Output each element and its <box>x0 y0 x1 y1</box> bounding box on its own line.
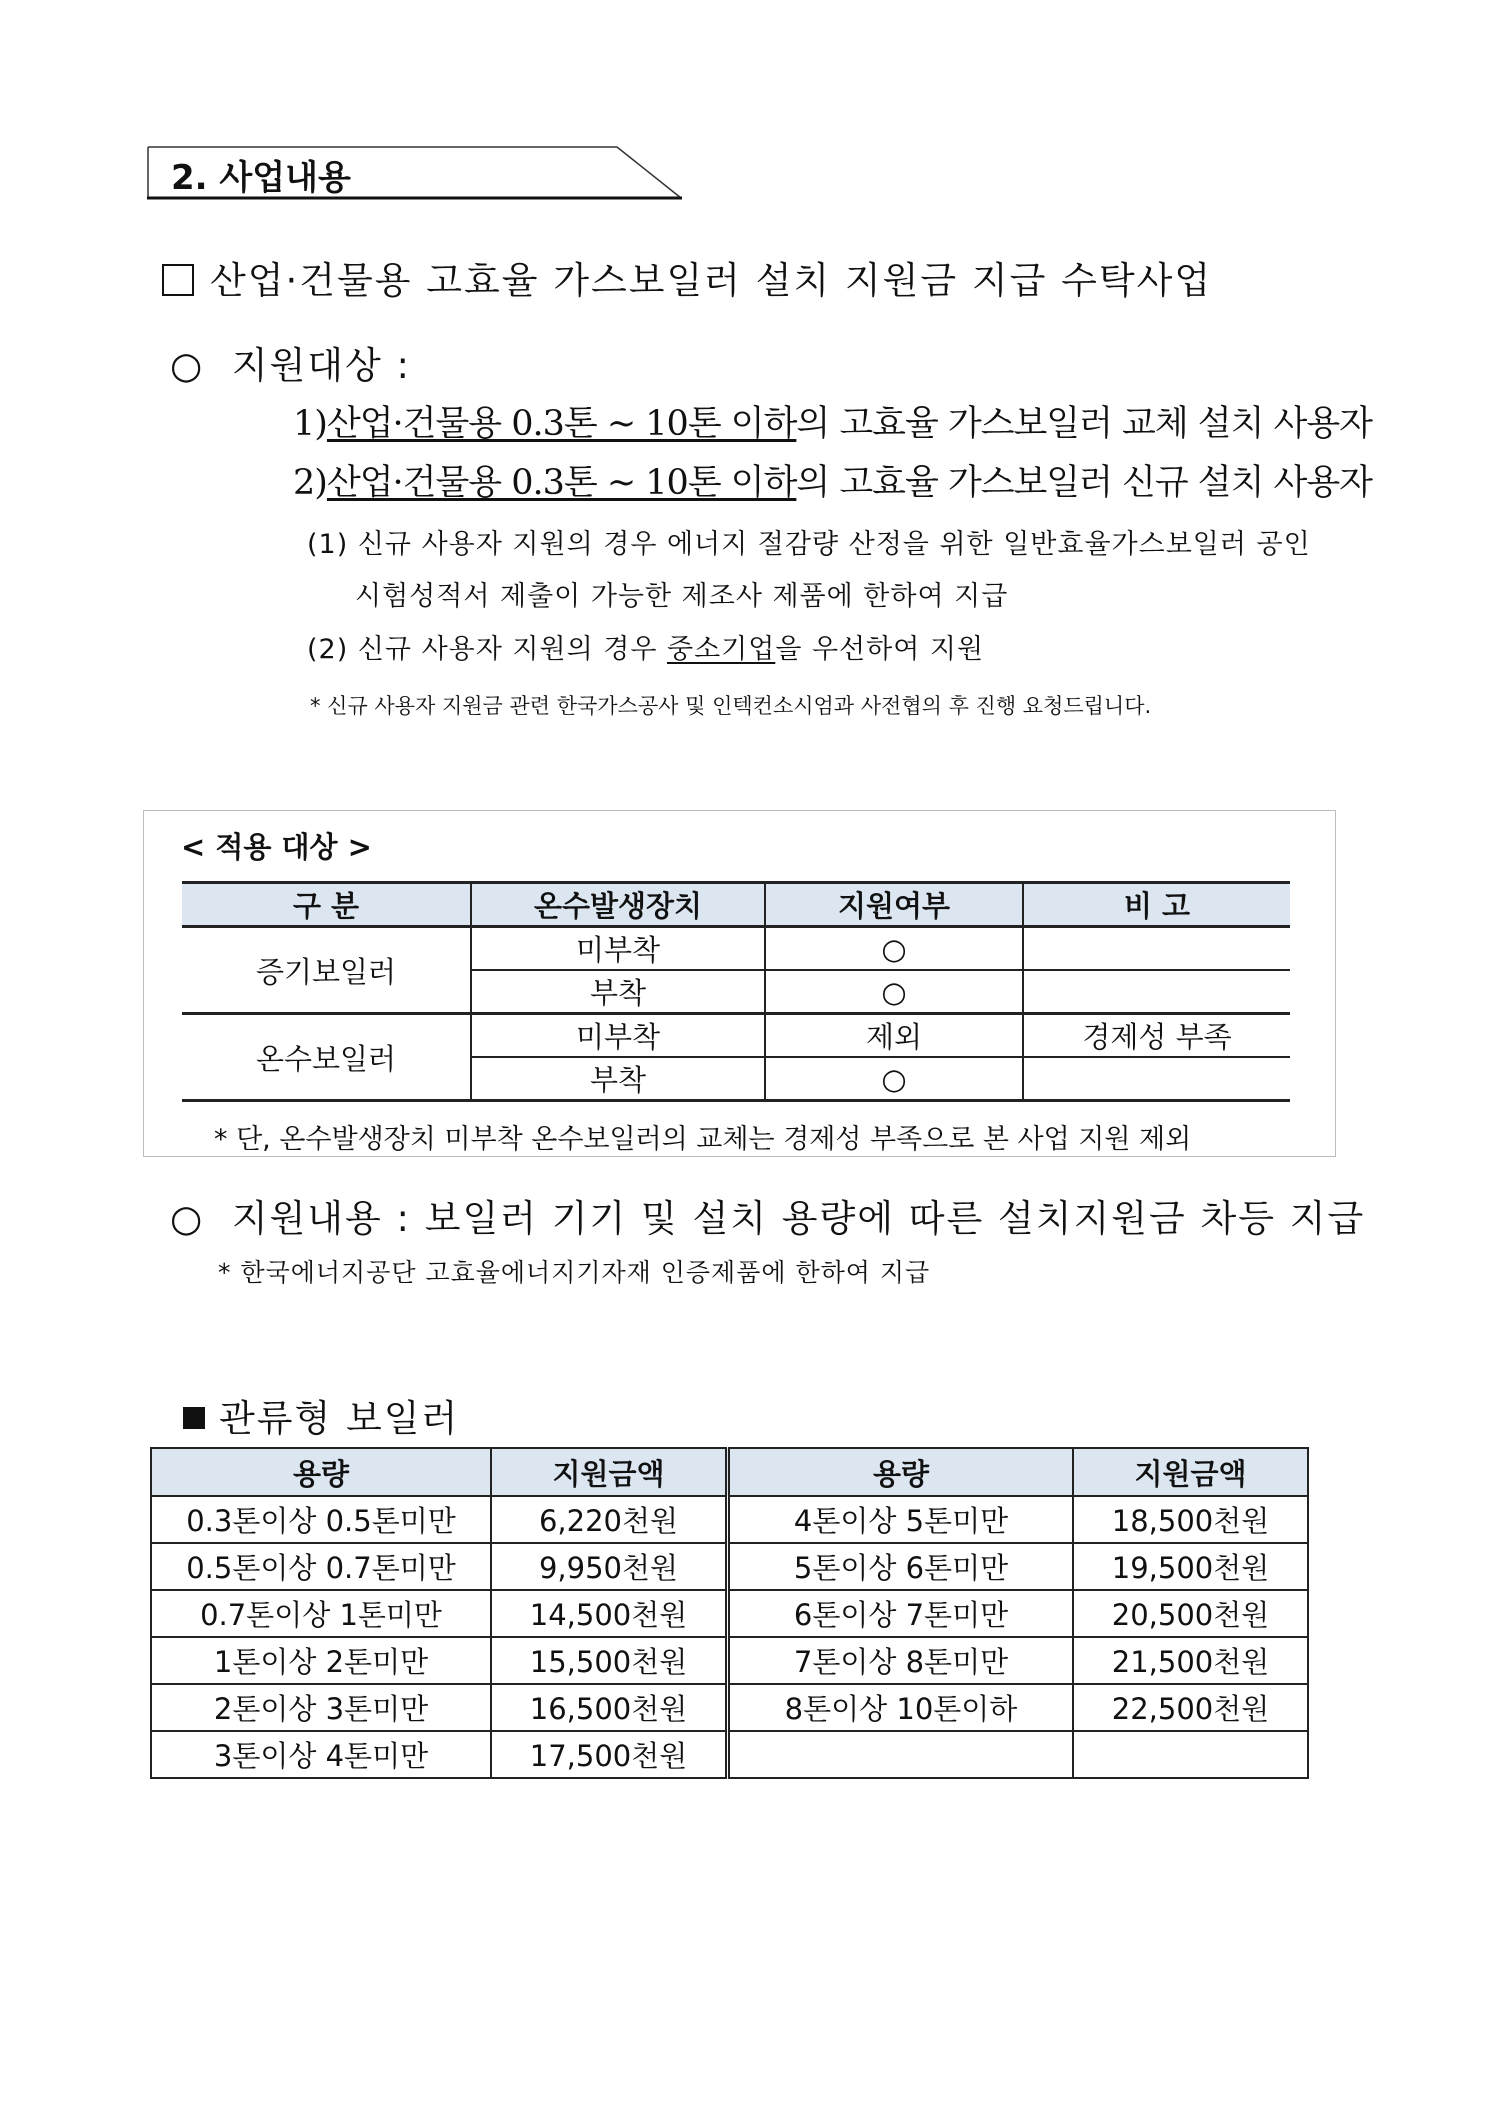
apply-support: ○ <box>765 1057 1023 1101</box>
boiler-amount: 6,220천원 <box>491 1496 728 1543</box>
table-row <box>151 1731 1308 1778</box>
boiler-capacity: 5톤이상 6톤미만 <box>728 1543 1074 1590</box>
condition-2-text: (2) 신규 사용자 지원의 경우 <box>307 634 667 665</box>
apply-device: 부착 <box>471 970 765 1014</box>
apply-header-row <box>182 883 1290 927</box>
boiler-capacity: 1톤이상 2톤미만 <box>151 1637 491 1684</box>
boiler-table <box>150 1447 1309 1779</box>
apply-device: 부착 <box>471 1057 765 1101</box>
table-row <box>151 1590 1308 1637</box>
table-row <box>151 1684 1308 1731</box>
condition-2-sme: 중소기업 <box>666 634 776 665</box>
boiler-header-amount: 지원금액 <box>1073 1448 1308 1496</box>
table-row <box>151 1637 1308 1684</box>
table-row <box>182 1014 1290 1058</box>
project-title-line <box>162 250 1212 304</box>
apply-remark <box>1023 1057 1290 1101</box>
boiler-amount: 20,500천원 <box>1073 1590 1308 1637</box>
apply-remark: 경제성 부족 <box>1023 1014 1290 1058</box>
section-header <box>147 146 682 200</box>
boiler-header-row <box>151 1448 1308 1496</box>
target-item-2-number: 2) <box>293 463 327 503</box>
boiler-amount: 15,500천원 <box>491 1637 728 1684</box>
target-note: * 신규 사용자 지원금 관련 한국가스공사 및 인텍컨소시엄과 사전협의 후 진행 요청드립니다. <box>310 694 1152 718</box>
boiler-amount: 18,500천원 <box>1073 1496 1308 1543</box>
target-item-1-number: 1) <box>293 404 327 444</box>
boiler-header-capacity: 용량 <box>728 1448 1074 1496</box>
target-label: 지원대상 : <box>231 344 412 387</box>
target-item-1 <box>293 396 1372 446</box>
condition-1-line2: 시험성적서 제출이 가능한 제조사 제품에 한하여 지급 <box>355 581 1009 612</box>
target-item-1-text: 의 고효율 가스보일러 교체 설치 사용자 <box>796 404 1372 444</box>
apply-device: 미부착 <box>471 927 765 971</box>
boiler-amount: 17,500천원 <box>491 1731 728 1778</box>
table-row <box>182 927 1290 971</box>
support-content-line <box>170 1188 1365 1242</box>
apply-caption: < 적용 대상 > <box>181 830 372 864</box>
target-item-2-scope: 산업·건물용 0.3톤 ~ 10톤 이하 <box>326 463 797 503</box>
condition-1-line1: (1) 신규 사용자 지원의 경우 에너지 절감량 산정을 위한 일반효율가스보일러 공인 <box>307 529 1311 560</box>
black-square-icon <box>183 1407 205 1429</box>
checkbox-square-icon <box>162 264 194 296</box>
support-content-note: * 한국에너지공단 고효율에너지기자재 인증제품에 한하여 지급 <box>218 1258 931 1287</box>
apply-support: ○ <box>765 927 1023 971</box>
target-item-2 <box>293 455 1372 505</box>
boiler-amount: 19,500천원 <box>1073 1543 1308 1590</box>
boiler-capacity: 4톤이상 5톤미만 <box>728 1496 1074 1543</box>
boiler-capacity: 0.7톤이상 1톤미만 <box>151 1590 491 1637</box>
apply-group-steam: 증기보일러 <box>182 927 471 1014</box>
apply-footnote: * 단, 온수발생장치 미부착 온수보일러의 교체는 경제성 부족으로 본 사업 지원 제외 <box>214 1124 1192 1155</box>
apply-group-hotwater: 온수보일러 <box>182 1014 471 1101</box>
boiler-capacity: 0.3톤이상 0.5톤미만 <box>151 1496 491 1543</box>
apply-table <box>182 881 1290 1102</box>
apply-header-device: 온수발생장치 <box>471 883 765 927</box>
target-line <box>170 335 411 389</box>
support-content-label: 지원내용 : 보일러 기기 및 설치 용량에 따른 설치지원금 차등 지급 <box>231 1197 1366 1240</box>
boiler-capacity: 3톤이상 4톤미만 <box>151 1731 491 1778</box>
circle-bullet-icon: ○ <box>170 1197 205 1240</box>
apply-remark <box>1023 970 1290 1014</box>
boiler-capacity: 0.5톤이상 0.7톤미만 <box>151 1543 491 1590</box>
section-title: 2. 사업내용 <box>171 158 351 198</box>
boiler-amount: 9,950천원 <box>491 1543 728 1590</box>
boiler-amount <box>1073 1731 1308 1778</box>
boiler-amount: 22,500천원 <box>1073 1684 1308 1731</box>
condition-2-rest: 을 우선하여 지원 <box>775 634 985 665</box>
table-row <box>151 1543 1308 1590</box>
boiler-title-line <box>183 1388 459 1442</box>
boiler-capacity: 6톤이상 7톤미만 <box>728 1590 1074 1637</box>
apply-remark <box>1023 927 1290 971</box>
condition-2 <box>307 627 984 666</box>
table-row <box>151 1496 1308 1543</box>
boiler-capacity <box>728 1731 1074 1778</box>
boiler-capacity: 2톤이상 3톤미만 <box>151 1684 491 1731</box>
boiler-title: 관류형 보일러 <box>219 1397 460 1440</box>
apply-device: 미부착 <box>471 1014 765 1058</box>
apply-support: ○ <box>765 970 1023 1014</box>
boiler-header-capacity: 용량 <box>151 1448 491 1496</box>
boiler-header-amount: 지원금액 <box>491 1448 728 1496</box>
apply-header-support: 지원여부 <box>765 883 1023 927</box>
boiler-capacity: 7톤이상 8톤미만 <box>728 1637 1074 1684</box>
boiler-amount: 16,500천원 <box>491 1684 728 1731</box>
apply-header-category: 구 분 <box>182 883 471 927</box>
apply-target-box <box>143 810 1336 1157</box>
apply-support: 제외 <box>765 1014 1023 1058</box>
target-item-2-text: 의 고효율 가스보일러 신규 설치 사용자 <box>796 463 1372 503</box>
circle-bullet-icon: ○ <box>170 344 205 387</box>
target-item-1-scope: 산업·건물용 0.3톤 ~ 10톤 이하 <box>326 404 797 444</box>
project-title: 산업·건물용 고효율 가스보일러 설치 지원금 지급 수탁사업 <box>210 259 1213 302</box>
apply-header-remark: 비 고 <box>1023 883 1290 927</box>
boiler-amount: 21,500천원 <box>1073 1637 1308 1684</box>
boiler-capacity: 8톤이상 10톤이하 <box>728 1684 1074 1731</box>
boiler-amount: 14,500천원 <box>491 1590 728 1637</box>
